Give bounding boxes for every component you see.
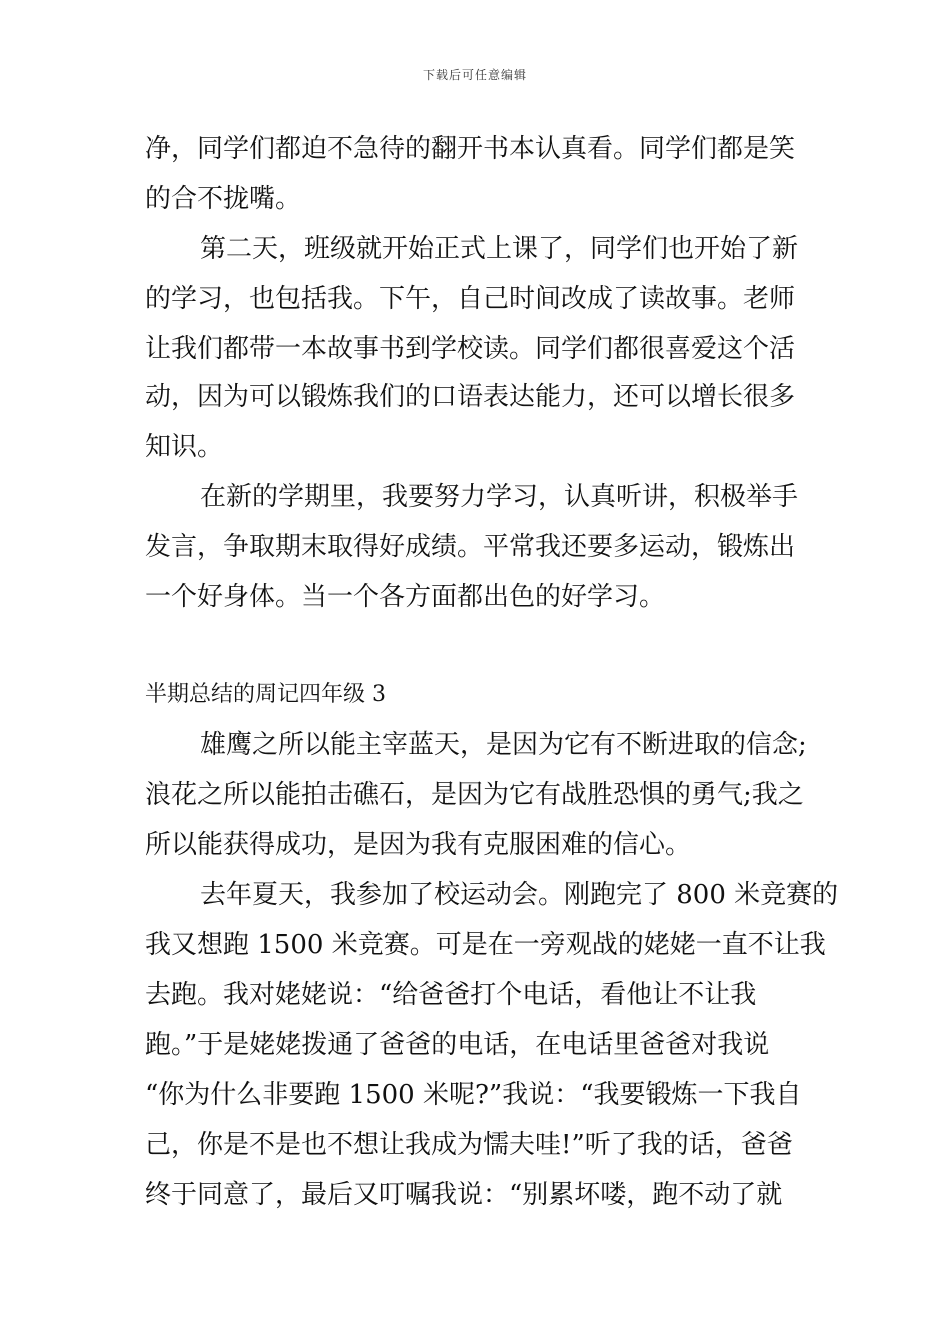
section-title: 半期总结的周记四年级 3 [145, 682, 386, 707]
paragraph-3-line-1: 在新的学期里，我要努力学习，认真听讲，积极举手 [200, 482, 799, 512]
section-paragraph-2-line-3: 去跑。我对姥姥说：“给爸爸打个电话，看他让不让我 [145, 980, 757, 1010]
section-paragraph-1-line-3: 所以能获得成功，是因为我有克服困难的信心。 [145, 830, 692, 860]
paragraph-2-line-5: 知识。 [145, 432, 224, 462]
paragraph-2-line-1: 第二天，班级就开始正式上课了，同学们也开始了新 [200, 234, 799, 264]
section-paragraph-1-line-1: 雄鹰之所以能主宰蓝天，是因为它有不断进取的信念; [200, 730, 807, 760]
section-paragraph-2-line-7: 终于同意了，最后又叮嘱我说：“别累坏喽，跑不动了就 [145, 1180, 783, 1210]
section-paragraph-1-line-2: 浪花之所以能拍击礁石，是因为它有战胜恐惧的勇气;我之 [145, 780, 804, 810]
paragraph-3-line-3: 一个好身体。当一个各方面都出色的好学习。 [145, 582, 666, 612]
paragraph-1-line-1: 净，同学们都迫不急待的翻开书本认真看。同学们都是笑 [145, 134, 796, 164]
paragraph-2-line-2: 的学习，也包括我。下午，自己时间改成了读故事。老师 [145, 284, 796, 314]
paragraph-1-line-2: 的合不拢嘴。 [145, 184, 302, 214]
paragraph-2-line-4: 动，因为可以锻炼我们的口语表达能力，还可以增长很多 [145, 382, 796, 412]
section-paragraph-2-line-1: 去年夏天，我参加了校运动会。刚跑完了 800 米竞赛的 [200, 880, 839, 910]
section-paragraph-2-line-4: 跑。”于是姥姥拨通了爸爸的电话，在电话里爸爸对我说 [145, 1030, 770, 1060]
header-note: 下载后可任意编辑 [422, 68, 527, 82]
section-paragraph-2-line-5: “你为什么非要跑 1500 米呢?”我说：“我要锻炼一下我自 [145, 1080, 802, 1110]
section-paragraph-2-line-2: 我又想跑 1500 米竞赛。可是在一旁观战的姥姥一直不让我 [145, 930, 826, 960]
section-paragraph-2-line-6: 己，你是不是也不想让我成为懦夫哇!”听了我的话，爸爸 [145, 1130, 793, 1160]
paragraph-3-line-2: 发言，争取期末取得好成绩。平常我还要多运动，锻炼出 [145, 532, 796, 562]
paragraph-2-line-3: 让我们都带一本故事书到学校读。同学们都很喜爱这个活 [145, 334, 796, 364]
